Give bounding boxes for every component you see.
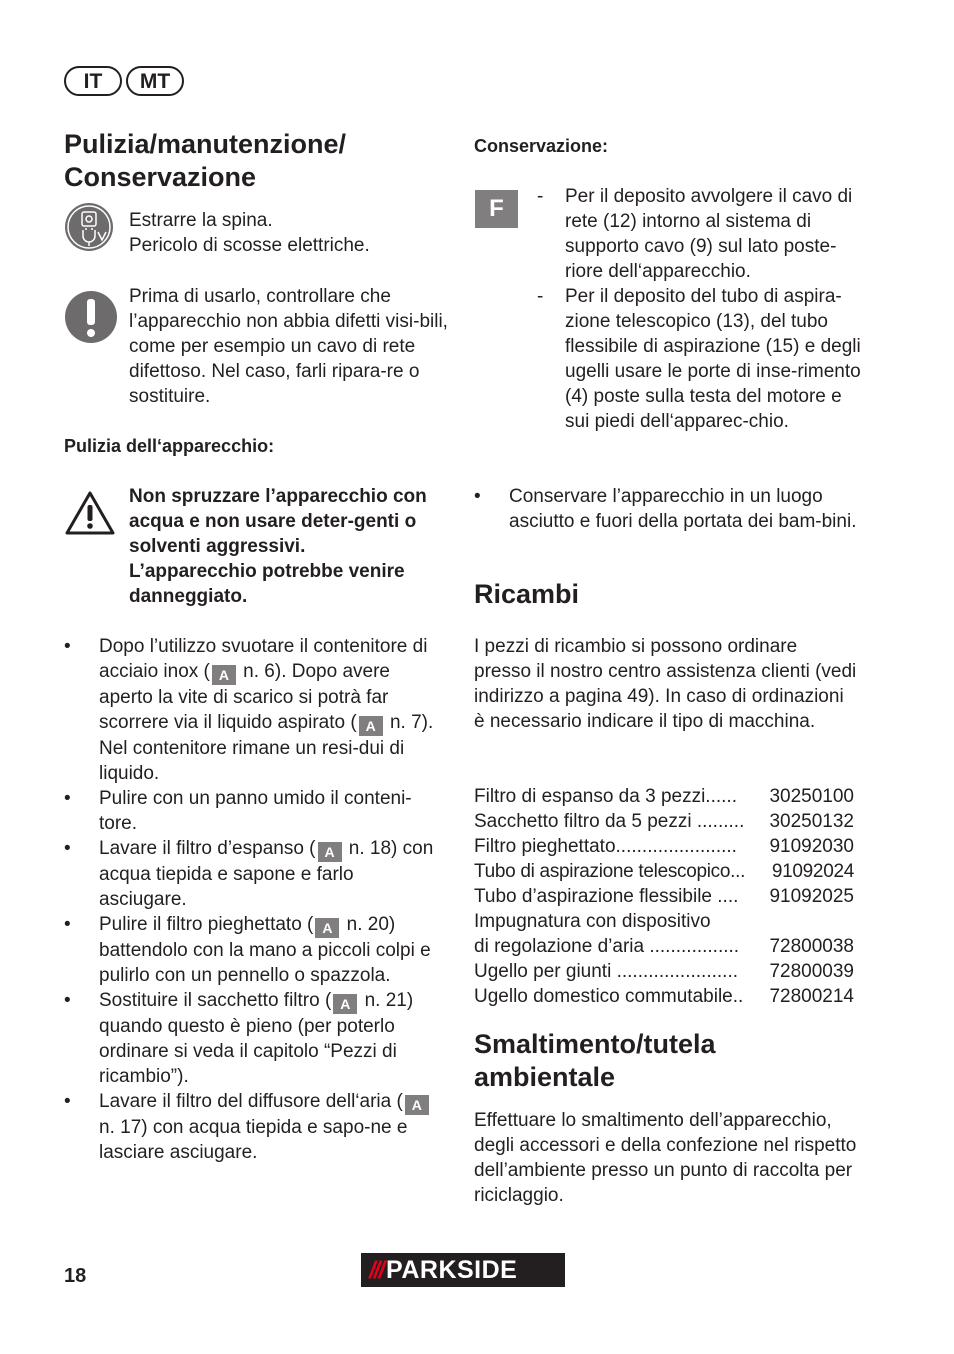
part-code: 91092025: [769, 886, 854, 907]
section-heading-cleaning: Pulizia/manutenzione/ Conservazione: [64, 129, 347, 192]
part-name: Ugello domestico commutabile..: [474, 986, 744, 1007]
part-row: [474, 909, 854, 934]
part-name: Tubo d’aspirazione flessibile ....: [474, 886, 739, 907]
part-code: 72800039: [769, 961, 854, 982]
bullet-mark: •: [64, 990, 71, 1011]
disposal-text: Effettuare lo smaltimento dell’apparecchio, degli accessori e della confezione nel rispetto dell’ambiente presso un punto di raccolta per riciclaggio.: [474, 1110, 857, 1206]
list-item: [64, 1089, 444, 1165]
list-text: n. 18) con acqua tiepida e sapone e farlo asciugare.: [99, 838, 434, 910]
section-heading-disposal: Smaltimento/tutela ambientale: [474, 1029, 716, 1092]
part-row: [474, 834, 854, 859]
figure-a-badge: A: [318, 842, 342, 862]
storage-subheading: Conservazione:: [474, 136, 609, 156]
plug-notice: [129, 208, 449, 258]
list-text: Pulire il filtro pieghettato (: [99, 914, 314, 935]
parkside-logo: [361, 1253, 565, 1287]
language-badges: [64, 66, 184, 96]
list-text: Sostituire il sacchetto filtro (: [99, 990, 332, 1011]
bullet-mark: •: [64, 788, 71, 809]
list-item: [64, 988, 444, 1089]
bullet-mark: •: [64, 636, 71, 657]
list-item: [64, 912, 444, 988]
figure-a-badge: A: [405, 1095, 429, 1115]
spare-parts-text: I pezzi di ricambio si possono ordinare presso il nostro centro assistenza clienti (vedi indirizzo a pagina 49). In caso di ordinazioni è necessario indicare il tipo di macchina.: [474, 636, 857, 732]
figure-a-badge: A: [333, 994, 357, 1014]
logo-slashes: ///: [369, 1256, 384, 1284]
part-row: [474, 959, 854, 984]
lang-badge-mt: MT: [126, 66, 184, 96]
bullet-mark: •: [64, 914, 71, 935]
part-code: 30250132: [769, 811, 854, 832]
part-code: 91092030: [769, 836, 854, 857]
storage-bullet: [474, 484, 889, 534]
plug-notice-line-2: Pericolo di scosse elettriche.: [129, 235, 370, 256]
dash-mark: -: [537, 186, 544, 207]
part-name: Ugello per giunti .......................: [474, 961, 738, 982]
list-text: Dopo l’utilizzo svuotare il contenitore di acciaio inox (: [99, 636, 428, 682]
warning-triangle-icon: [64, 490, 116, 536]
part-name: di regolazione d’aria .................: [474, 936, 740, 957]
exclamation-icon: [64, 290, 118, 344]
part-code: 30250100: [769, 786, 854, 807]
list-text: Conservare l’apparecchio in un luogo asciutto e fuori della portata dei bam-bini.: [509, 486, 857, 532]
figure-a-badge: A: [212, 665, 236, 685]
check-notice: Prima di usarlo, controllare che l’apparecchio non abbia difetti visi-bili, come per esempio un cavo di rete difettoso. Nel caso, farli ripara-re o sostituire.: [129, 286, 448, 407]
part-code: 72800214: [769, 986, 854, 1007]
part-row: [474, 884, 854, 909]
figure-a-badge: A: [315, 918, 339, 938]
part-code: 91092024: [771, 861, 854, 882]
list-item: [64, 786, 444, 836]
dash-mark: -: [537, 286, 544, 307]
section-heading-spare-parts: Ricambi: [474, 579, 580, 609]
list-item: [64, 836, 444, 912]
dash-item: [537, 184, 862, 284]
part-name: Filtro di espanso da 3 pezzi......: [474, 786, 737, 807]
part-row: [474, 934, 854, 959]
list-text: Lavare il filtro del diffusore dell‘aria (: [99, 1091, 403, 1112]
part-code: 72800038: [769, 936, 854, 957]
figure-f-badge: F: [475, 190, 518, 228]
logo-brand-text: PARKSIDE: [386, 1255, 518, 1284]
list-text: n. 21) quando questo è pieno (per poterlo ordinare si veda il capitolo “Pezzi di ricambio”).: [99, 990, 414, 1087]
dash-item: [537, 284, 862, 434]
part-row: [474, 784, 854, 809]
list-text: Lavare il filtro d’espanso (: [99, 838, 316, 859]
part-name: Filtro pieghettato.......................: [474, 836, 737, 857]
dash-text: Per il deposito del tubo di aspira-zione telescopico (13), del tubo flessibile di aspirazione (15) e degli ugelli usare le porte di inse-rimento (4) poste sulla testa del motore e sui piedi dell‘apparec-chio.: [565, 286, 861, 432]
cleaning-subheading: Pulizia dell‘apparecchio:: [64, 436, 275, 456]
plug-icon: [64, 202, 114, 252]
list-text: n. 17) con acqua tiepida e sapo-ne e lasciare asciugare.: [99, 1117, 408, 1163]
page-number: 18: [64, 1265, 87, 1287]
plug-notice-line-1: Estrarre la spina.: [129, 210, 273, 231]
dash-text: Per il deposito avvolgere il cavo di rete (12) intorno al sistema di supporto cavo (9) sul lato poste-riore dell‘apparecchio.: [565, 186, 853, 282]
list-text: n. 7). Nel contenitore rimane un resi-dui di liquido.: [99, 712, 434, 784]
list-text: n. 20) battendolo con la mano a piccoli colpi e pulirlo con un pennello o spazzola.: [99, 914, 431, 986]
bullet-mark: •: [64, 838, 71, 859]
part-name: Tubo di aspirazione telescopico...: [474, 861, 746, 882]
bullet-mark: •: [474, 486, 481, 507]
part-row: [474, 809, 854, 834]
warning-text: Non spruzzare l’apparecchio con acqua e non usare deter-genti o solventi aggressivi. L’apparecchio potrebbe venire danneggiato.: [129, 486, 427, 607]
part-name: Sacchetto filtro da 5 pezzi .........: [474, 811, 745, 832]
cleaning-bullet-list: [64, 634, 444, 1165]
part-name: Impugnatura con dispositivo: [474, 911, 711, 932]
bullet-mark: •: [64, 1091, 71, 1112]
list-text: Pulire con un panno umido il conteni-tore.: [99, 788, 412, 834]
lang-badge-it: IT: [64, 66, 122, 96]
list-item: [64, 634, 444, 786]
part-row: [474, 984, 854, 1009]
spare-parts-list: [474, 784, 854, 1009]
storage-dash-list: [537, 184, 862, 434]
part-row: [474, 859, 854, 884]
list-text: n. 6). Dopo avere aperto la vite di scarico si potrà far scorrere via il liquido aspirato (: [99, 661, 390, 733]
figure-a-badge: A: [359, 716, 383, 736]
